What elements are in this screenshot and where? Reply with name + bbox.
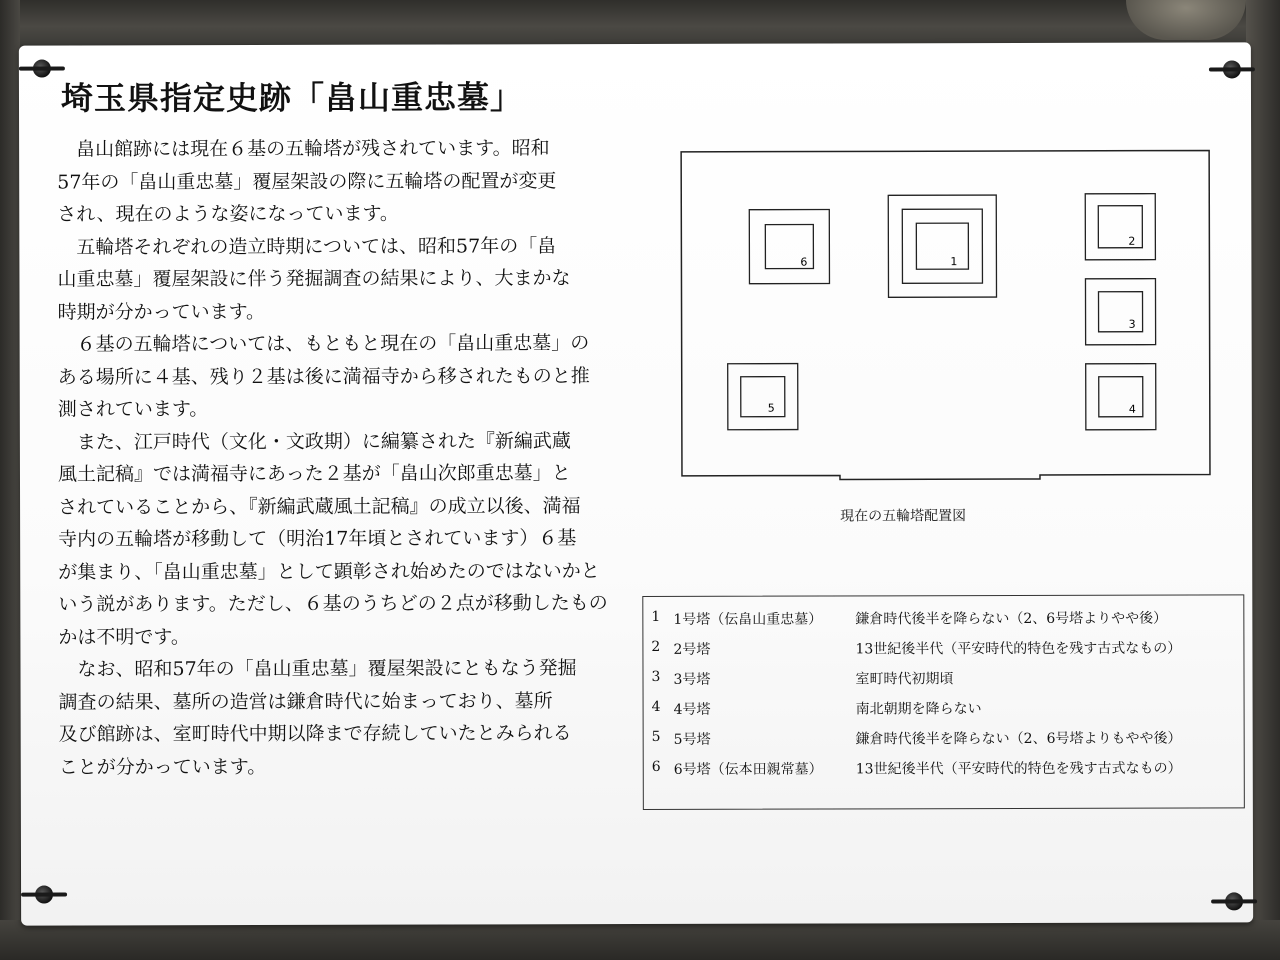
text-line: 測されています。 xyxy=(57,398,209,421)
tower-6-label: 6 xyxy=(800,255,808,269)
legend-period: 13世紀後半代（平安時代的特色を残す古式なもの） xyxy=(855,760,1182,778)
legend-tower-name: 4号塔 xyxy=(673,701,711,718)
legend-row xyxy=(643,637,1243,669)
bolt-icon xyxy=(33,60,51,78)
legend-tower-name: 1号塔（伝畠山重忠墓） xyxy=(673,611,823,628)
legend-row xyxy=(644,757,1244,789)
text-line: 調査の結果、墓所の造営は鎌倉時代に始まっており、墓所 xyxy=(58,689,553,714)
legend-row xyxy=(643,607,1243,639)
legend-period: 13世紀後半代（平安時代的特色を残す古式なもの） xyxy=(855,640,1182,658)
legend-tower-name: 5号塔 xyxy=(673,731,711,748)
text-line: なお、昭和57年の「畠山重忠墓」覆屋架設にともなう発掘 xyxy=(77,657,577,681)
text-line: 及び館跡は、室町時代中期以降まで存続していたとみられる xyxy=(58,722,572,746)
tower-1-middle xyxy=(902,209,982,283)
background-wall-bottom xyxy=(0,920,1280,960)
text-line: 風土記稿』では満福寺にあった２基が「畠山次郎重忠墓」と xyxy=(57,462,571,486)
background-wall-top xyxy=(0,0,1280,44)
paragraph xyxy=(58,327,658,426)
bolt-icon xyxy=(35,886,53,904)
background-post-left xyxy=(0,0,20,960)
legend-number: 6 xyxy=(651,758,661,775)
bolt-icon xyxy=(1223,60,1241,78)
legend-tower-name: 3号塔 xyxy=(673,671,711,688)
text-line: また、江戸時代（文化・文政期）に編纂された『新編武蔵 xyxy=(76,429,571,453)
text-line: 五輪塔それぞれの造立時期については、昭和57年の「畠 xyxy=(76,234,557,258)
legend-period: 鎌倉時代後半を降らない（2、6号塔よりもやや後） xyxy=(855,730,1182,748)
text-line: ことが分かっています。 xyxy=(58,755,267,779)
legend-tower-name: 6号塔（伝本田親常墓） xyxy=(673,761,823,778)
tower-4-top xyxy=(1099,377,1143,417)
tower-1-base xyxy=(888,195,996,297)
legend-period: 鎌倉時代後半を降らない（2、6号塔よりやや後） xyxy=(855,610,1168,628)
tower-1-top xyxy=(916,223,968,269)
text-line: 寺内の五輪塔が移動して（明治17年頃とされています）６基 xyxy=(58,527,577,551)
tower-2-label: 2 xyxy=(1128,234,1136,248)
tower-3-label: 3 xyxy=(1128,317,1136,331)
legend-number: 4 xyxy=(651,698,661,715)
tower-4-base xyxy=(1086,364,1156,430)
tower-4-label: 4 xyxy=(1128,402,1136,416)
text-line: 57年の「畠山重忠墓」覆屋架設の際に五輪塔の配置が変更 xyxy=(57,169,557,194)
text-line: が集まり、「畠山重忠墓」として顕彰され始めたのではないかと xyxy=(58,559,600,584)
legend-period: 室町時代初期頃 xyxy=(855,671,954,688)
legend-row xyxy=(643,667,1243,699)
text-line: され、現在のような姿になっています。 xyxy=(57,202,399,226)
sign-body-text xyxy=(57,132,659,784)
tower-2-base xyxy=(1085,194,1155,260)
legend-tower-name: 2号塔 xyxy=(673,641,711,658)
legend-number: 1 xyxy=(651,608,661,625)
text-line: ６基の五輪塔については、もともと現在の「畠山重忠墓」の xyxy=(76,332,590,356)
enclosure-outline xyxy=(681,150,1210,479)
paragraph xyxy=(58,652,661,784)
text-line: 畠山館跡には現在６基の五輪塔が残されています。昭和 xyxy=(76,137,550,161)
tower-5-label: 5 xyxy=(767,401,775,415)
text-line: されていることから、『新編武蔵風土記稿』の成立以後、満福 xyxy=(58,494,581,519)
tower-2-top xyxy=(1098,206,1142,248)
tower-3-base xyxy=(1085,279,1155,345)
paragraph xyxy=(58,424,659,653)
tower-layout-diagram xyxy=(659,142,1220,493)
tower-5-top xyxy=(741,377,785,417)
legend-period: 南北朝期を降らない xyxy=(855,701,982,718)
information-sign xyxy=(19,42,1253,925)
legend-number: 5 xyxy=(651,728,661,745)
legend-row xyxy=(644,697,1244,729)
tower-legend-table xyxy=(642,594,1245,810)
text-line: 山重忠墓」覆屋架設に伴う発掘調査の結果により、大まかな xyxy=(57,267,571,291)
paragraph xyxy=(57,229,657,328)
legend-number: 2 xyxy=(651,638,661,655)
diagram-caption: 現在の五輪塔配置図 xyxy=(840,508,967,525)
text-line: かは不明です。 xyxy=(58,625,190,649)
tower-3-top xyxy=(1098,292,1142,332)
text-line: ある場所に４基、残り２基は後に満福寺から移されたものと推 xyxy=(57,364,590,389)
tower-1-label: 1 xyxy=(950,255,958,269)
legend-number: 3 xyxy=(651,668,661,685)
tower-5-base xyxy=(728,364,798,430)
bolt-icon xyxy=(1225,892,1243,910)
text-line: いう説があります。ただし、６基のうちどの２点が移動したもの xyxy=(58,592,608,616)
text-line: 時期が分かっています。 xyxy=(57,300,266,324)
legend-row xyxy=(644,727,1244,759)
tower-6-base xyxy=(749,209,829,283)
sign-title: 埼玉県指定史跡「畠山重忠墓」 xyxy=(60,78,524,118)
paragraph xyxy=(57,132,657,231)
